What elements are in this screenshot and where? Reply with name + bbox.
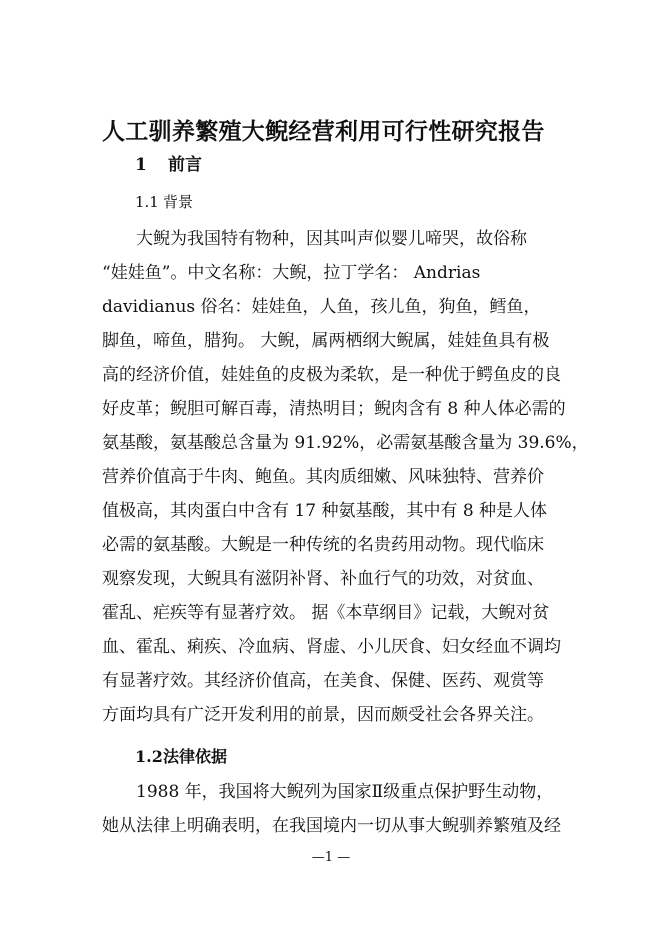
paragraph-legal-basis: [102, 775, 580, 843]
page-number: —1 —: [311, 850, 351, 865]
paragraph-line: 观察发现，大鲵具有滋阴补肾、补血行气的功效，对贫血、: [102, 569, 544, 589]
subsection-heading-1-1: [135, 190, 193, 214]
paragraph-line: “娃娃鱼”。中文名称：大鲵，拉丁学名： Andrias: [102, 263, 481, 283]
paragraph-line: 高的经济价值，娃娃鱼的皮极为柔软，是一种优于鳄鱼皮的良: [102, 365, 561, 385]
paragraph-line: 氨基酸，氨基酸总含量为 91.92%，必需氨基酸含量为 39.6%，: [102, 433, 589, 453]
section-title: 前言: [168, 155, 202, 175]
section-heading-1: [135, 152, 202, 178]
paragraph-line: 好皮革；鲵胆可解百毒，清热明目；鲵肉含有 8 种人体必需的: [102, 399, 566, 419]
subsection-title: 背景: [163, 193, 194, 211]
section-number: 1: [135, 155, 147, 175]
paragraph-background: [102, 222, 589, 732]
paragraph-line: 她从法律上明确表明，在我国境内一切从事大鲵驯养繁殖及经: [102, 816, 561, 836]
paragraph-line: 1988 年，我国将大鲵列为国家Ⅱ级重点保护野生动物，: [136, 782, 554, 802]
subsection-title: 法律依据: [163, 747, 228, 766]
document-title: 人工驯养繁殖大鲵经营利用可行性研究报告: [102, 118, 545, 145]
paragraph-line: 霍乱、疟疾等有显著疗效。 据《本草纲目》记载，大鲵对贫: [102, 603, 550, 623]
paragraph-line: 方面均具有广泛开发利用的前景，因而颇受社会各界关注。: [102, 705, 544, 725]
paragraph-line: 血、霍乱、痢疾、冷血病、肾虚、小儿厌食、妇女经血不调均: [102, 637, 561, 657]
paragraph-line: 必需的氨基酸。大鲵是一种传统的名贵药用动物。现代临床: [102, 535, 544, 555]
subsection-heading-1-2: [135, 745, 227, 769]
subsection-number: 1.2: [135, 747, 163, 766]
paragraph-line: 值极高，其肉蛋白中含有 17 种氨基酸，其中有 8 种是人体: [102, 501, 548, 521]
paragraph-line: 营养价值高于牛肉、鲍鱼。其肉质细嫩、风味独特、营养价: [102, 467, 544, 487]
paragraph-line: 脚鱼，啼鱼，腊狗。 大鲵，属两栖纲大鲵属，娃娃鱼具有极: [102, 331, 550, 351]
paragraph-line: davidianus 俗名：娃娃鱼，人鱼，孩儿鱼，狗鱼，鳕鱼，: [102, 297, 541, 317]
paragraph-line: 有显著疗效。其经济价值高，在美食、保健、医药、观赏等: [102, 671, 544, 691]
paragraph-line: 大鲵为我国特有物种，因其叫声似婴儿啼哭，故俗称: [136, 229, 527, 249]
subsection-number: 1.1: [135, 193, 159, 211]
